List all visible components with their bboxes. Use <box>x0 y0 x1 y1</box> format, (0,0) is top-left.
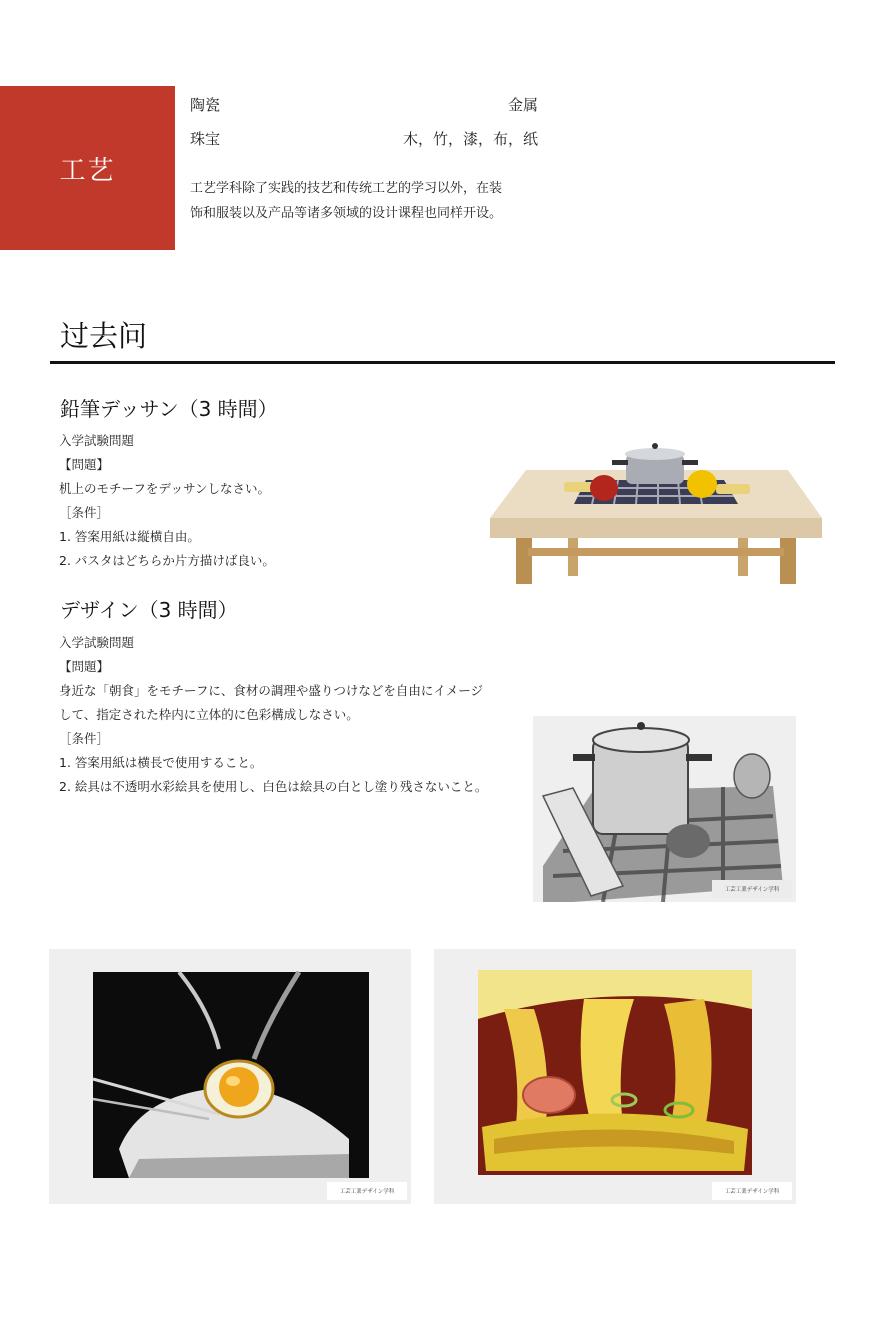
category-items-row-1 <box>190 94 538 115</box>
egg-caption: 工芸工業デザイン学科 <box>327 1182 407 1200</box>
category-item: 木，竹，漆，布，纸 <box>402 130 538 148</box>
motif-table-photo <box>488 440 824 585</box>
cheese-caption: 工芸工業デザイン学科 <box>712 1182 792 1200</box>
cheese-artwork <box>434 949 796 1204</box>
category-item: 金属 <box>507 96 538 114</box>
exam1-text: 入学試験問題 【問題】 机上のモチーフをデッサンしなさい。 ［条件］ 1. 答案用紙は縦横自由。 2. パスタはどちらか片方描けば良い。 <box>59 433 275 568</box>
category-item: 珠宝 <box>190 130 221 148</box>
category-description: 工艺学科除了实践的技艺和传统工艺的学习以外，在装 饰和服装以及产品等诸多领域的设计课程也同样开设。 <box>190 181 503 221</box>
category-label: 工艺 <box>59 155 116 186</box>
section-divider <box>50 361 835 364</box>
section-title: 过去问 <box>60 319 148 353</box>
pencil-sketch-artwork <box>533 716 796 902</box>
category-item: 陶瓷 <box>190 96 221 114</box>
egg-artwork <box>49 949 411 1204</box>
exam1-title: 鉛筆デッサン（3 時間） <box>60 397 278 421</box>
category-badge <box>0 86 175 250</box>
exam2-title: デザイン（3 時間） <box>60 598 238 622</box>
exam2-text: 入学試験問題 【問題】 身近な「朝食」をモチーフに、食材の調理や盛りつけなどを自由にイメージ して、指定された枠内に立体的に色彩構成しなさい。 ［条件］ 1. 答案用紙は横長で使用すること。 2. 絵具は不透明水彩絵具を使用し、白色は絵具の白とし塗り残さないこと。 <box>59 635 488 794</box>
category-items-row-2 <box>190 128 538 149</box>
sketch-caption: 工芸工業デザイン学科 <box>712 880 792 898</box>
